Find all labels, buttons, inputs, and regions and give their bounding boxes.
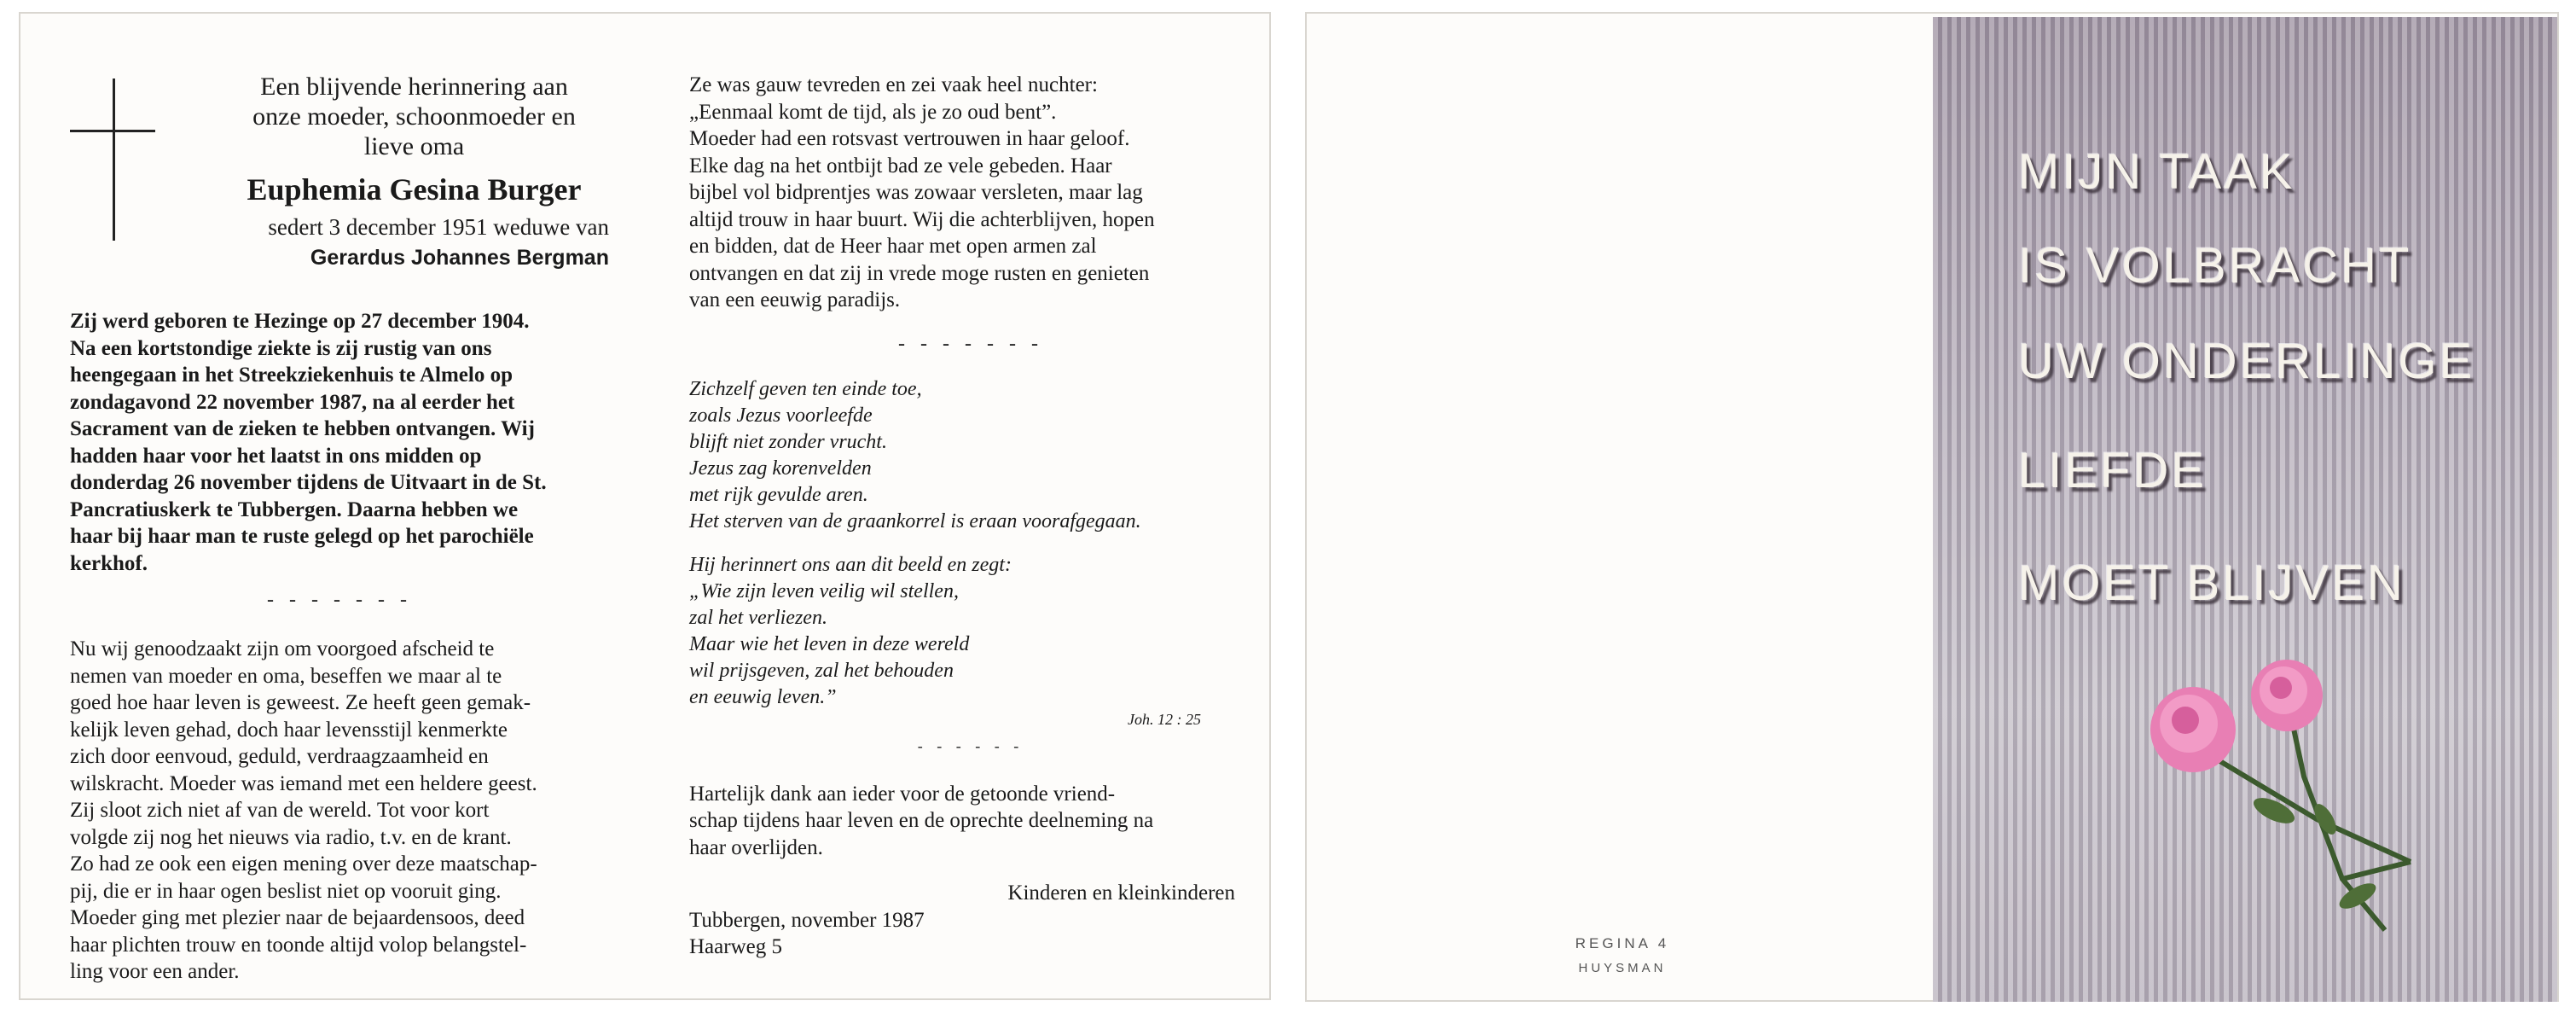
intro-line: Een blijvende herinnering aan — [260, 73, 568, 101]
faith-line: altijd trouw in haar buurt. Wij die achterblijven, hopen — [689, 207, 1155, 231]
farewell-line: goed hoe haar leven is geweest. Ze heeft geen gemak- — [70, 691, 531, 714]
bio-line: hadden haar voor het laatst in ons midden op — [70, 444, 482, 468]
card-publisher: HUYSMAN — [1578, 961, 1667, 975]
thanks-line: schap tijdens haar leven en de oprechte deelneming na — [689, 809, 1154, 832]
stone-lettering-line: IS VOLBRACHT — [2018, 238, 2412, 294]
stone-lettering-line: UW ONDERLINGE — [2018, 334, 2475, 389]
poem-stanza-2 — [689, 552, 1252, 711]
farewell-line: volgde zij nog het nieuws via radio, t.v. en de krant. — [70, 825, 512, 849]
faith-line: „Eenmaal komt de tijd, als je zo oud bent”. — [689, 100, 1057, 124]
poem-line: Het sterven van de graankorrel is eraan voorafgegaan. — [689, 509, 1141, 532]
poem-line: zal het verliezen. — [689, 606, 827, 629]
farewell-line: haar plichten trouw en toonde altijd volop belangstel- — [70, 933, 527, 957]
biography — [70, 308, 609, 577]
poem-line: „Wie zijn leven veilig wil stellen, — [689, 579, 959, 602]
farewell-line: pij, die er in haar ogen beslist niet op vooruit ging. — [70, 879, 502, 903]
poem-line: Jezus zag korenvelden — [689, 457, 872, 480]
roses-illustration — [2129, 649, 2487, 964]
bio-line: Pancratiuskerk te Tubbergen. Daarna hebben we — [70, 497, 519, 521]
poem-line: blijft niet zonder vrucht. — [689, 430, 887, 453]
faith-line: Ze was gauw tevreden en zei vaak heel nuchter: — [689, 73, 1098, 96]
rose-bloom-icon — [2150, 687, 2236, 772]
bio-line: Sacrament van de zieken te hebben ontvangen. Wij — [70, 417, 535, 440]
farewell-text — [70, 636, 609, 986]
inner-card-spread — [19, 12, 1271, 1000]
widow-line: sedert 3 december 1951 weduwe van — [268, 214, 609, 240]
thanks-line: haar overlijden. — [689, 835, 823, 859]
intro-line: lieve oma — [363, 132, 465, 160]
farewell-line: Nu wij genoodzaakt zijn om voorgoed afscheid te — [70, 637, 495, 660]
farewell-line: Zij sloot zich niet af van de wereld. Tot voor kort — [70, 799, 490, 822]
verse-reference: Joh. 12 : 25 — [1128, 710, 1201, 728]
poem-line: wil prijsgeven, zal het behouden — [689, 659, 954, 682]
separator: - - - - - - - — [898, 332, 1043, 355]
poem-line: zoals Jezus voorleefde — [689, 404, 873, 427]
stone-lettering-line: LIEFDE — [2018, 443, 2208, 498]
poem-line: Maar wie het leven in deze wereld — [689, 632, 970, 655]
stone-lettering-line: MOET BLIJVEN — [2018, 556, 2405, 611]
bio-line: heengegaan in het Streekziekenhuis te Almelo op — [70, 364, 513, 387]
rose-leaf-icon — [2250, 793, 2380, 914]
farewell-line: Zo had ze ook een eigen mening over deze maatschap- — [70, 852, 537, 876]
rose-bloom-icon — [2251, 660, 2323, 731]
poem-stanza-1 — [689, 376, 1252, 535]
separator: - - - - - - - — [267, 589, 412, 611]
farewell-line: zich door eenvoud, geduld, verdraagzaamheid en — [70, 745, 489, 768]
bio-line: Na een kortstondige ziekte is zij rustig van ons — [70, 336, 492, 360]
separator-small: - - - - - - — [917, 736, 1024, 754]
cover-photo — [1933, 17, 2557, 1002]
bio-line: donderdag 26 november tijdens de Uitvaart in de St. — [70, 471, 547, 494]
faith-line: Elke dag na het ontbijt bad ze vele gebeden. Haar — [689, 154, 1112, 177]
farewell-line: wilskracht. Moeder was iemand met een heldere geest. — [70, 771, 537, 795]
poem-line: en eeuwig leven.” — [689, 685, 837, 708]
farewell-line: Moeder ging met plezier naar de bejaardensoos, deed — [70, 906, 525, 929]
right-column — [689, 72, 1252, 961]
bio-line: Zij werd geboren te Hezinge op 27 december 1904. — [70, 310, 530, 333]
faith-line: Moeder had een rotsvast vertrouwen in haar geloof. — [689, 127, 1130, 150]
poem-line: met rijk gevulde aren. — [689, 483, 868, 506]
faith-text — [689, 72, 1252, 314]
thanks-text — [689, 781, 1252, 862]
farewell-line: ling voor een ander. — [70, 960, 240, 983]
bio-line: kerkhof. — [70, 551, 148, 575]
left-column — [70, 72, 609, 986]
faith-line: en bidden, dat de Heer haar met open armen zal — [689, 235, 1097, 258]
poem-line: Zichzelf geven ten einde toe, — [689, 377, 922, 400]
intro-line: onze moeder, schoonmoeder en — [252, 102, 576, 131]
faith-line: van een eeuwig paradijs. — [689, 288, 901, 311]
address: Haarweg 5 — [689, 935, 782, 958]
farewell-line: kelijk leven gehad, doch haar levensstijl kenmerkte — [70, 718, 508, 742]
bio-line: haar bij haar man te ruste gelegd op het parochiële — [70, 525, 534, 548]
stone-lettering-line: MIJN TAAK — [2018, 144, 2295, 200]
intro-text — [219, 72, 609, 161]
farewell-line: nemen van moeder en oma, beseffen we maar al te — [70, 664, 502, 688]
faith-line: bijbel vol bidprentjes was zowaar versleten, maar lag — [689, 181, 1143, 204]
signature: Kinderen en kleinkinderen — [1007, 881, 1235, 905]
bio-line: zondagavond 22 november 1987, na al eerder het — [70, 390, 515, 414]
faith-line: ontvangen en dat zij in vrede moge rusten en genieten — [689, 261, 1150, 285]
card-series: REGINA 4 — [1575, 935, 1670, 951]
deceased-name: Euphemia Gesina Burger — [247, 172, 582, 207]
husband-name: Gerardus Johannes Bergman — [310, 246, 609, 270]
place-date: Tubbergen, november 1987 — [689, 908, 925, 932]
thanks-line: Hartelijk dank aan ieder voor de getoonde vriend- — [689, 782, 1116, 806]
poem-line: Hij herinnert ons aan dit beeld en zegt: — [689, 553, 1012, 576]
